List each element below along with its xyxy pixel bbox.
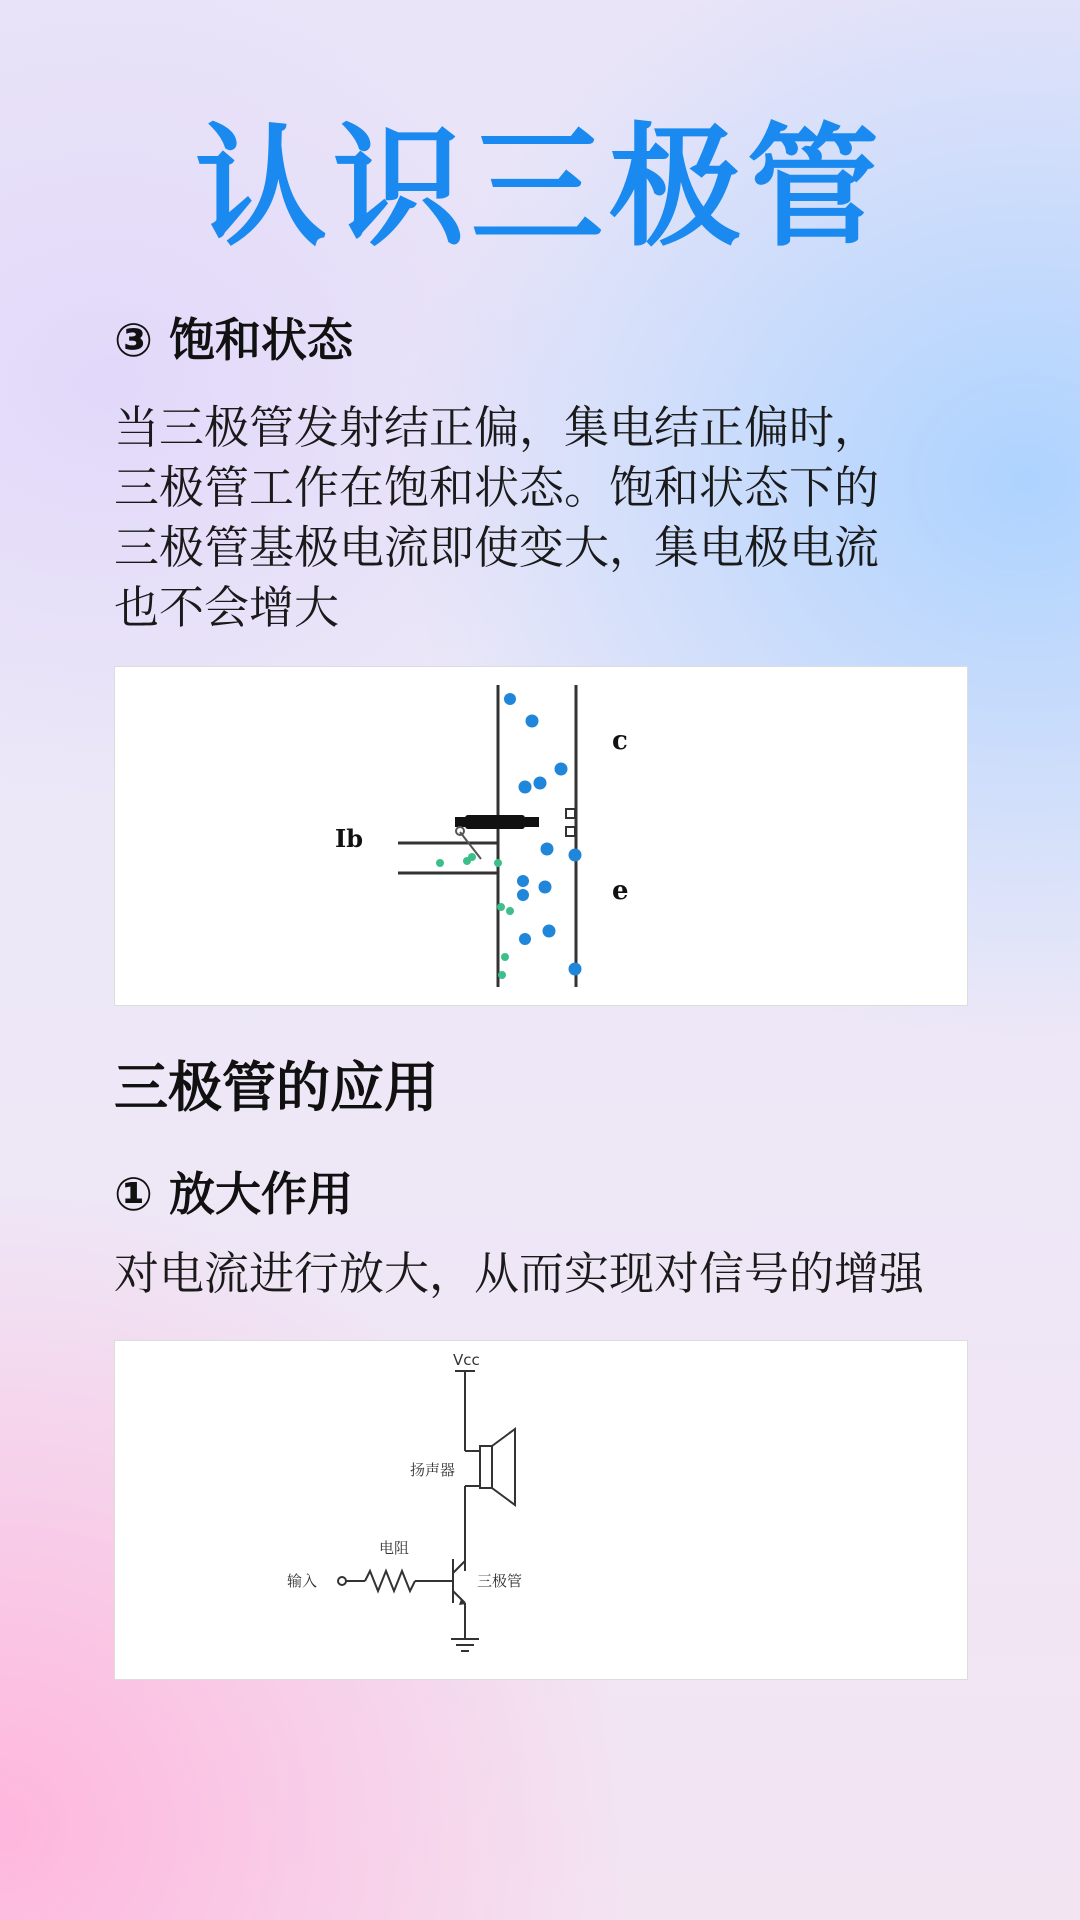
paragraph-line: 当三极管发射结正偏，集电结正偏时，	[114, 401, 880, 454]
vcc-label: Vcc	[453, 1351, 480, 1369]
paragraph-line: 也不会增大	[114, 581, 340, 634]
input-label: 输入	[287, 1572, 318, 1590]
saturation-paragraph	[114, 398, 974, 638]
application-heading: 三极管的应用	[114, 1056, 438, 1119]
paragraph-line: 三极管工作在饱和状态。饱和状态下的	[114, 461, 880, 514]
amplification-paragraph: 对电流进行放大，从而实现对信号的增强	[114, 1247, 925, 1300]
collector-label: c	[612, 726, 628, 756]
speaker-label: 扬声器	[410, 1461, 456, 1479]
amplifier-circuit-diagram	[114, 1340, 968, 1680]
emitter-label: e	[612, 876, 629, 906]
saturation-heading: ③ 饱和状态	[114, 313, 353, 367]
transistor-label: 三极管	[477, 1572, 523, 1590]
resistor-label: 电阻	[379, 1539, 410, 1557]
saturation-diagram	[114, 666, 968, 1006]
paragraph-line: 三极管基极电流即使变大，集电极电流	[114, 521, 880, 574]
base-current-label: Ib	[335, 824, 364, 853]
amplification-heading: ① 放大作用	[114, 1167, 353, 1221]
page-title: 认识三极管	[195, 111, 885, 265]
